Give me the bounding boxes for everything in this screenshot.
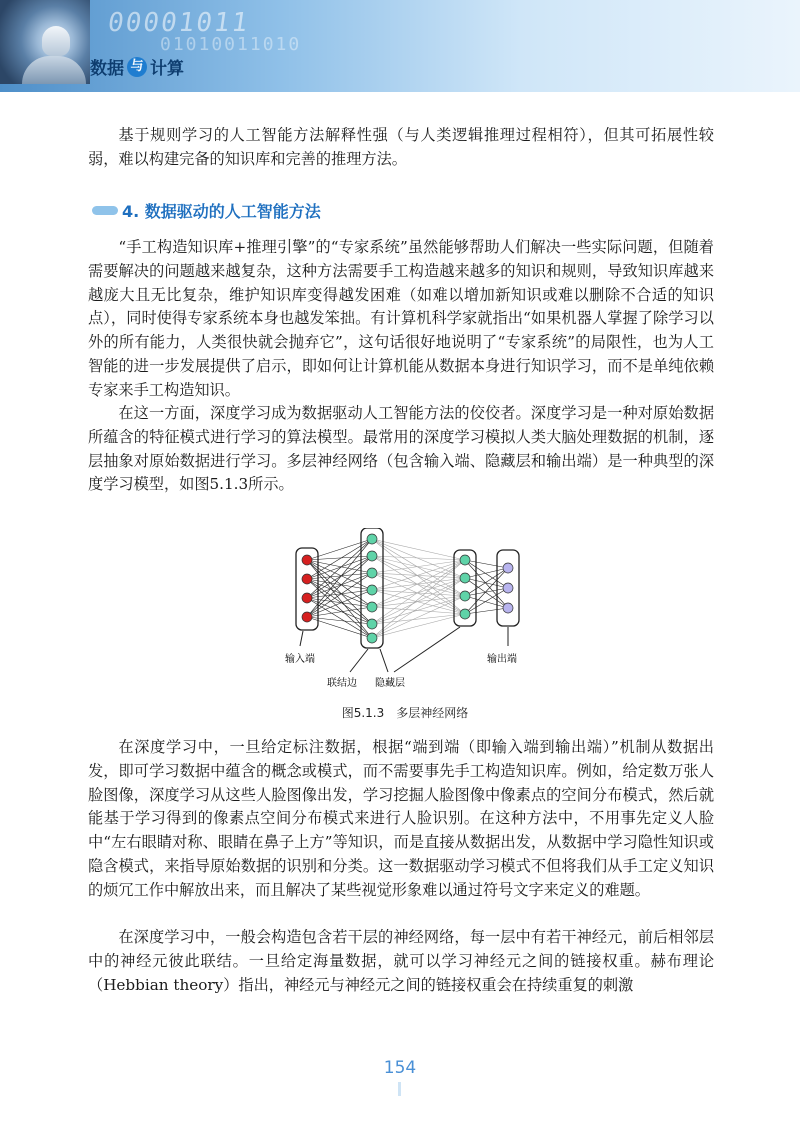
page-number: 154 xyxy=(383,1058,417,1078)
hidden-1-node xyxy=(367,619,377,629)
input-node xyxy=(302,612,312,622)
hidden-1-node xyxy=(367,551,377,561)
edge-pointer xyxy=(350,649,368,672)
hidden-2-node xyxy=(460,555,470,565)
label-hidden: 隐藏层 xyxy=(375,678,405,689)
output-node xyxy=(503,603,513,613)
connection-edge xyxy=(372,539,465,578)
label-input: 输入端 xyxy=(285,654,315,665)
connection-edge xyxy=(372,539,465,596)
neural-network-figure xyxy=(270,528,530,702)
hidden-1-node xyxy=(367,602,377,612)
section-heading-text: 4. 数据驱动的人工智能方法 xyxy=(122,202,321,221)
hidden-pointer-1 xyxy=(380,649,388,672)
hidden-pointer-2 xyxy=(394,627,460,672)
paragraph-1: “手工构造知识库+推理引擎”的“专家系统”虽然能够帮助人们解决一些实际问题，但随着需要解决的问题越来越复杂，这种方法需要手工构造越来越多的知识和规则，导致知识库越来越庞大且无比复杂，维护知识库变得越发困难（如难以增加新知识或难以删除不合适的知识点），同时使得专家系统本身也越发笨拙。有计算机科学家就指出“如果机器人掌握了除学习以外的所有能力，人类很快就会抛弃它”，这句话很好地说明了“专家系统”的局限性，也为人工智能的进一步发展提供了启示，即如何让计算机能从数据本身进行知识学习，而不是单纯依赖专家来手工构造知识。 xyxy=(88,238,714,399)
connection-edge xyxy=(372,578,465,590)
binary-decoration-2: 01010011010 xyxy=(160,34,302,55)
label-output: 输出端 xyxy=(487,654,517,665)
label-edge: 联结边 xyxy=(327,678,357,689)
connection-edge xyxy=(465,596,508,608)
connection-edge xyxy=(465,568,508,614)
connection-edge xyxy=(307,556,372,617)
book-title xyxy=(90,54,184,79)
book-title-part1: 数据 xyxy=(90,59,124,79)
output-node xyxy=(503,583,513,593)
connection-edge xyxy=(372,590,465,596)
input-node xyxy=(302,574,312,584)
neural-network-diagram xyxy=(270,528,530,702)
connection-edge xyxy=(307,579,372,590)
book-title-mid: 与 xyxy=(127,57,147,77)
caption-text: 多层神经网络 xyxy=(396,706,469,720)
intro-paragraph: 基于规则学习的人工智能方法解释性强（与人类逻辑推理过程相符），但其可拓展性较弱，难以构建完备的知识库和完善的推理方法。 xyxy=(88,126,714,168)
connection-edge xyxy=(465,578,508,588)
paragraph-3: 在深度学习中，一旦给定标注数据，根据“端到端（即输入端到输出端）”机制从数据出发，即可学习数据中蕴含的概念或模式，而不需要事先手工构造知识库。例如，给定数万张人脸图像，深度学习从这些人脸图像出发，学习挖掘人脸图像中像素点的空间分布模式，然后就能基于学习得到的像素点空间分布模式来进行人脸识别。在这种方法中，不用事先定义人脸中“左右眼睛对称、眼睛在鼻子上方”等知识，而是直接从数据出发，从数据中学习隐性知识或隐含模式，来指导原始数据的识别和分类。这一数据驱动学习模式不但将我们从手工定义知识的烦冗工作中解放出来，而且解决了某些视觉形象难以通过符号文字来定义的难题。 xyxy=(88,738,714,899)
hidden-2-node xyxy=(460,609,470,619)
hidden-2-node xyxy=(460,573,470,583)
connection-edge xyxy=(307,539,372,579)
robot-shoulder xyxy=(22,56,86,84)
input-node xyxy=(302,593,312,603)
connection-edge xyxy=(307,560,372,638)
connection-edge xyxy=(465,568,508,578)
binary-decoration: 00001011 xyxy=(105,8,252,38)
hidden-1-node xyxy=(367,568,377,578)
connection-edge xyxy=(465,608,508,614)
hidden-1-node xyxy=(367,633,377,643)
connection-edge xyxy=(372,614,465,624)
connection-edge xyxy=(372,573,465,578)
book-title-part2: 计算 xyxy=(150,59,184,79)
hidden-1-node xyxy=(367,534,377,544)
hidden-1-node xyxy=(367,585,377,595)
output-node xyxy=(503,563,513,573)
page-number-mark xyxy=(398,1082,401,1096)
paragraph-2: 在这一方面，深度学习成为数据驱动人工智能方法的佼佼者。深度学习是一种对原始数据所蕴含的特征模式进行学习的算法模型。最常用的深度学习模拟人类大脑处理数据的机制，逐层抽象对原始数据进行学习。多层神经网络（包含输入端、隐藏层和输出端）是一种典型的深度学习模型，如图5.1.3所示。 xyxy=(88,404,714,494)
robot-photo xyxy=(0,0,90,84)
input-pointer xyxy=(300,631,303,646)
connection-edge xyxy=(307,573,372,617)
robot-head xyxy=(42,26,70,56)
connection-edge xyxy=(307,539,372,598)
connection-edge xyxy=(372,560,465,624)
hidden-2-node xyxy=(460,591,470,601)
heading-marker xyxy=(92,206,118,215)
input-node xyxy=(302,555,312,565)
paragraph-4: 在深度学习中，一般会构造包含若干层的神经网络，每一层中有若干神经元，前后相邻层中的神经元彼此联结。一旦给定海量数据，就可以学习神经元之间的链接权重。赫布理论（Hebbian theory）指出，神经元与神经元之间的链接权重会在持续重复的刺激 xyxy=(88,928,714,994)
section-heading xyxy=(92,199,321,222)
connection-edge xyxy=(465,578,508,608)
figure-caption xyxy=(270,704,540,721)
caption-number: 图5.1.3 xyxy=(341,706,385,720)
